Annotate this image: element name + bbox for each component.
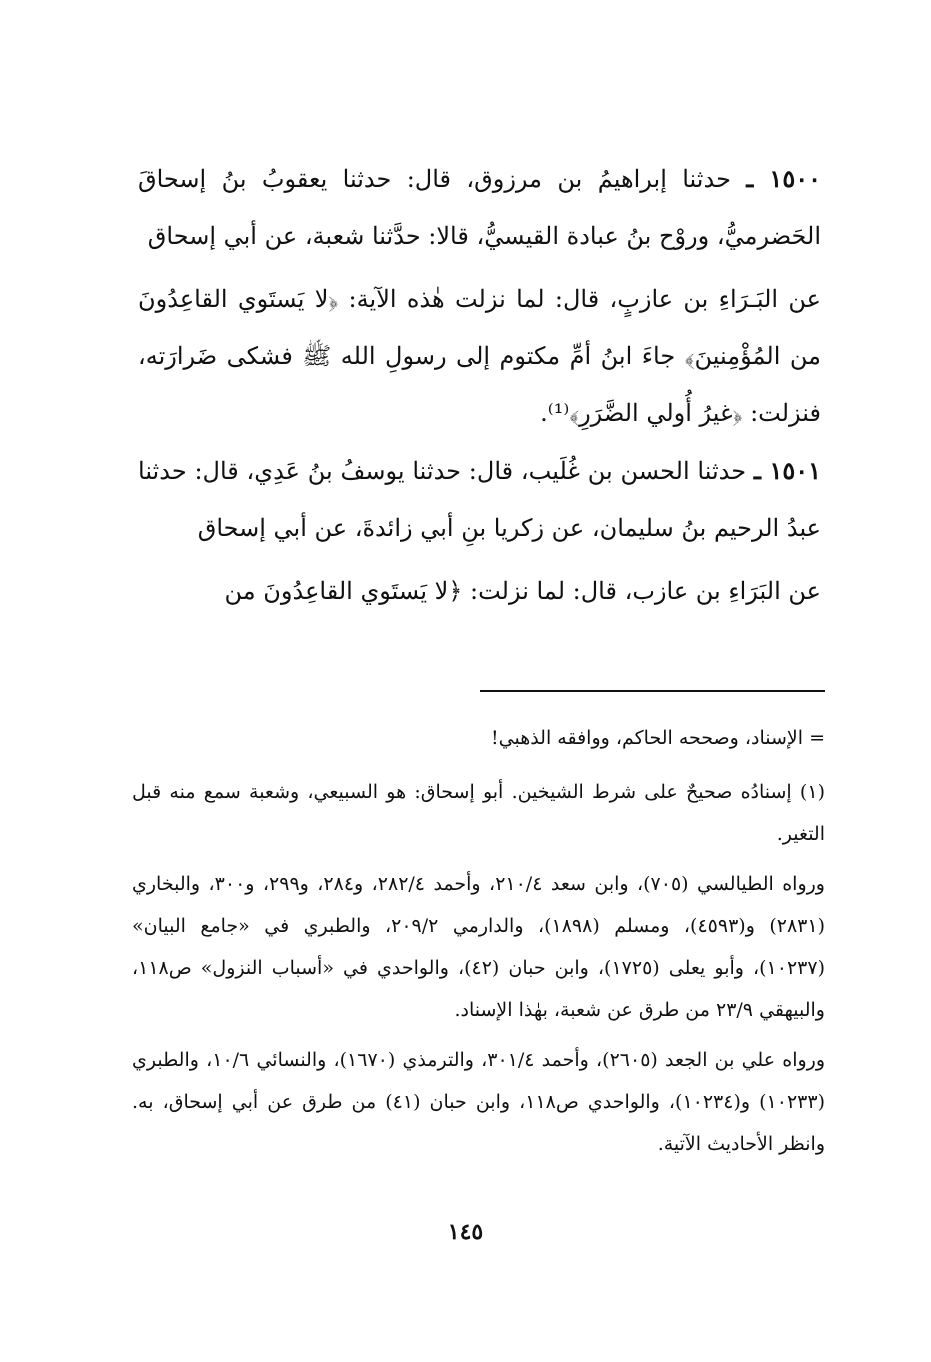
footnote-1-sources-abu-ishaq: ورواه علي بن الجعد (٢٦٠٥)، وأحمد ٣٠١/٤، والترمذي (١٦٧٠)، والنسائي ١٠/٦، والطبري (١٠٢٣٣) و(١٠٢٣٤)، والواحدي ص١١٨، وابن حبان (٤١) من طرق عن أبي إسحاق، به. وانظر الأحاديث الآتية. — [132, 1049, 826, 1155]
hadith-1501-matn: عن البَرَاءِ بن عازب، قال: لما نزلت: ﴿لا يَستَوي القاعِدُونَ من — [224, 577, 821, 605]
hadith-1501-isnad — [138, 442, 821, 557]
footnote-1-sources-shuba: ورواه الطيالسي (٧٠٥)، وابن سعد ٢١٠/٤، وأحمد ٢٨٢/٤، و٢٨٤، و٢٩٩، و٣٠٠، والبخاري (٢٨٣١) و(٤٥٩٣)، ومسلم (١٨٩٨)، والدارمي ٢٠٩/٢، والطبري في «جامع البيان» (١٠٢٣٧)، وأبو يعلى (١٧٢٥)، وابن حبان (٤٢)، والواحدي في «أسباب النزول» ص١١٨، والبيهقي ٢٣/٩ من طرق عن شعبة، بهٰذا الإسناد. — [132, 873, 825, 1021]
footnote-separator — [480, 690, 825, 692]
footnote-continuation: = الإسناد، وصححه الحاكم، ووافقه الذهبي! — [490, 727, 825, 749]
hadith-1500-isnad-text: حدثنا إبراهيمُ بن مرزوق، قال: حدثنا يعقوبُ بنُ إسحاقَ الحَضرميُّ، وروْح بنُ عبادة القيسيُّ، قالا: حدَّثنا شعبة، عن أبي إسحاق — [138, 165, 821, 250]
page-number: ١٤٥ — [447, 1219, 484, 1245]
hadith-1500-matn: عن البَـرَاءِ بن عازبٍ، قال: لما نزلت هٰذه الآية: ﴿لا يَستَوي القاعِدُونَ من المُؤْمِنينَ﴾ جاءَ ابنُ أمِّ مكتوم إلى رسولِ الله ﷺ فشكى ضَرارَته، فنزلت: ﴿غيرُ أُولي الضَّرَرِ﴾⁽¹⁾. — [138, 285, 821, 427]
hadith-1501-isnad-text: حدثنا الحسن بن غُلَيب، قال: حدثنا يوسفُ بنُ عَدِي، قال: حدثنا عبدُ الرحيم بنُ سليمان، عن زكريا بنِ أبي زائدةَ، عن أبي إسحاق — [138, 457, 821, 542]
hadith-1500-number: ١٥٠٠ ـ — [746, 164, 821, 193]
hadith-1501-number: ١٥٠١ ـ — [753, 456, 821, 485]
hadith-1500-isnad — [138, 150, 821, 265]
footnotes — [132, 717, 825, 1173]
footnote-1-grading: (١) إسنادُه صحيحٌ على شرط الشيخين. أبو إسحاق: هو السبيعي، وشعبة سمع منه قبل التغير. — [132, 781, 825, 845]
main-text — [138, 150, 821, 620]
